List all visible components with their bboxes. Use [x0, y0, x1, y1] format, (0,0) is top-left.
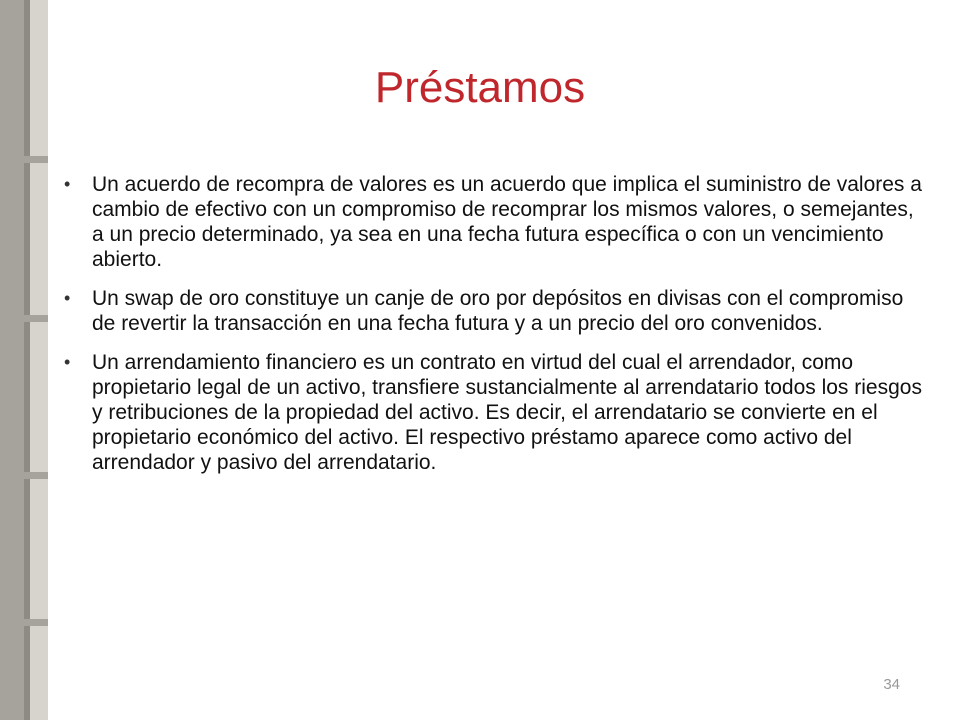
bullet-icon: • [64, 174, 71, 194]
bullet-text: Un acuerdo de recompra de valores es un acuerdo que implica el suministro de valores a cambio de efectivo con un compromiso de recomprar los mismos valores, o semejantes, a un precio determinado, ya sea en una fecha futura específica o con un vencimiento abierto. [92, 173, 922, 271]
strip-segment [30, 479, 48, 619]
strip-segment [30, 626, 48, 720]
page-number: 34 [883, 676, 900, 693]
left-decorative-strip [0, 0, 48, 720]
strip-segment [30, 0, 48, 156]
strip-segment [30, 163, 48, 315]
bullet-text: Un swap de oro constituye un canje de oro por depósitos en divisas con el compromiso de revertir la transacción en una fecha futura y a un precio del oro convenidos. [92, 287, 904, 335]
bullet-list [62, 172, 922, 489]
slide-title: Préstamos [374, 63, 586, 112]
strip-segment [30, 322, 48, 472]
bullet-text: Un arrendamiento financiero es un contrato en virtud del cual el arrendador, como propietario legal de un activo, transfiere sustancialmente al arrendatario todos los riesgos y retribuciones de la propiedad del activo. Es decir, el arrendatario se convierte en el propietario económico del activo. El respectivo préstamo aparece como activo del arrendador y pasivo del arrendatario. [92, 351, 922, 474]
bullet-item [62, 350, 922, 475]
bullet-item [62, 172, 922, 272]
bullet-icon: • [64, 288, 71, 308]
bullet-item [62, 286, 922, 336]
bullet-icon: • [64, 352, 71, 372]
